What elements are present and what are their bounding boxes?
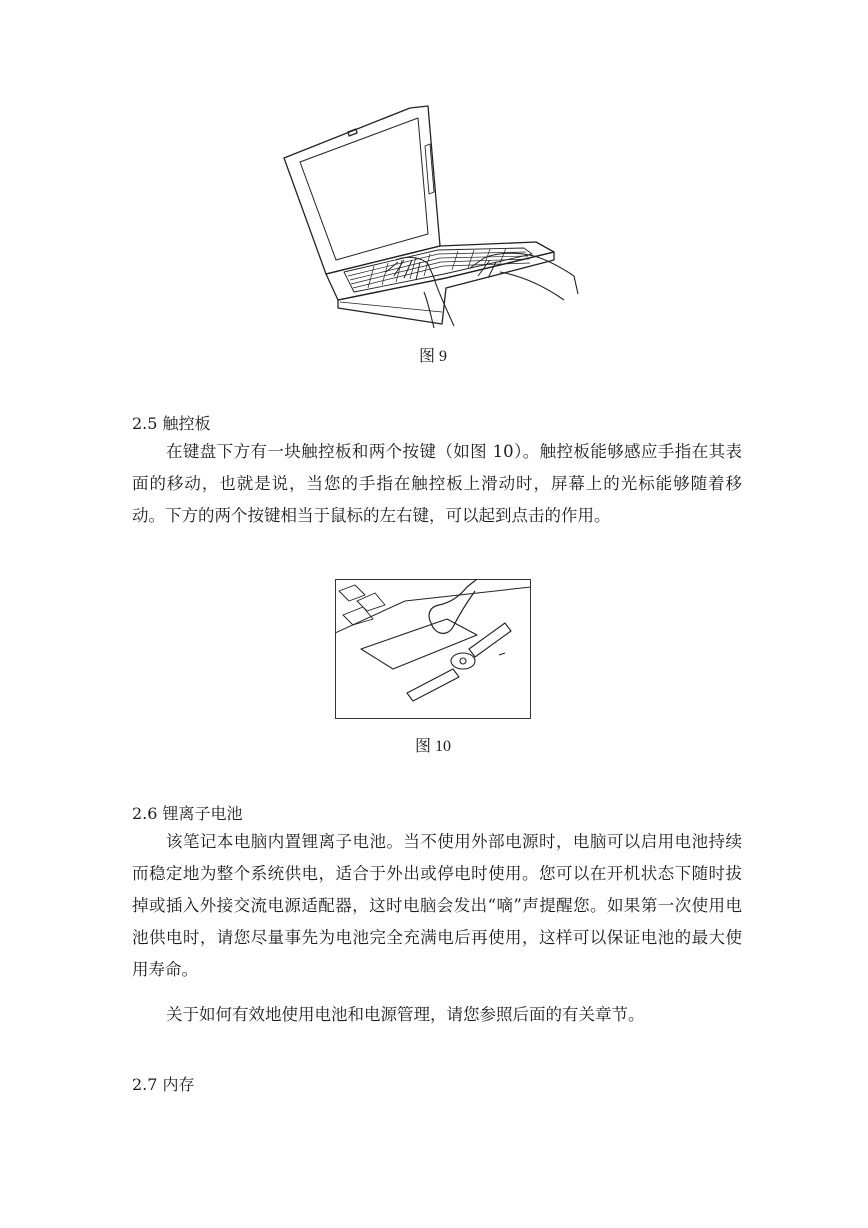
paragraph-touchpad: 在键盘下方有一块触控板和两个按键（如图 10）。触控板能够感应手指在其表面的移动，也就是说，当您的手指在触控板上滑动时，屏幕上的光标能够随着移动。下方的两个按键相当于鼠标的左右键，可以起到点击的作用。 xyxy=(132,442,742,525)
touchpad-illustration xyxy=(335,579,531,719)
paragraph-battery-1: 该笔记本电脑内置锂离子电池。当不使用外部电源时，电脑可以启用电池持续而稳定地为整个系统供电，适合于外出或停电时使用。您可以在开机状态下随时拔掉或插入外接交流电源适配器，这时电脑会发出“嘀”声提醒您。如果第一次使用电池供电时，请您尽量事先为电池完全充满电后再使用，这样可以保证电池的最大使用寿命。 xyxy=(132,832,742,979)
figure-10-caption: 图 10 xyxy=(414,738,451,755)
section-heading-battery: 2.6 锂离子电池 xyxy=(132,804,243,823)
laptop-illustration xyxy=(278,96,588,336)
paragraph-battery-2: 关于如何有效地使用电池和电源管理，请您参照后面的有关章节。 xyxy=(166,1005,645,1024)
section-heading-touchpad: 2.5 触控板 xyxy=(132,414,211,433)
figure-9-caption: 图 9 xyxy=(418,348,447,365)
section-heading-memory: 2.7 内存 xyxy=(132,1075,195,1094)
